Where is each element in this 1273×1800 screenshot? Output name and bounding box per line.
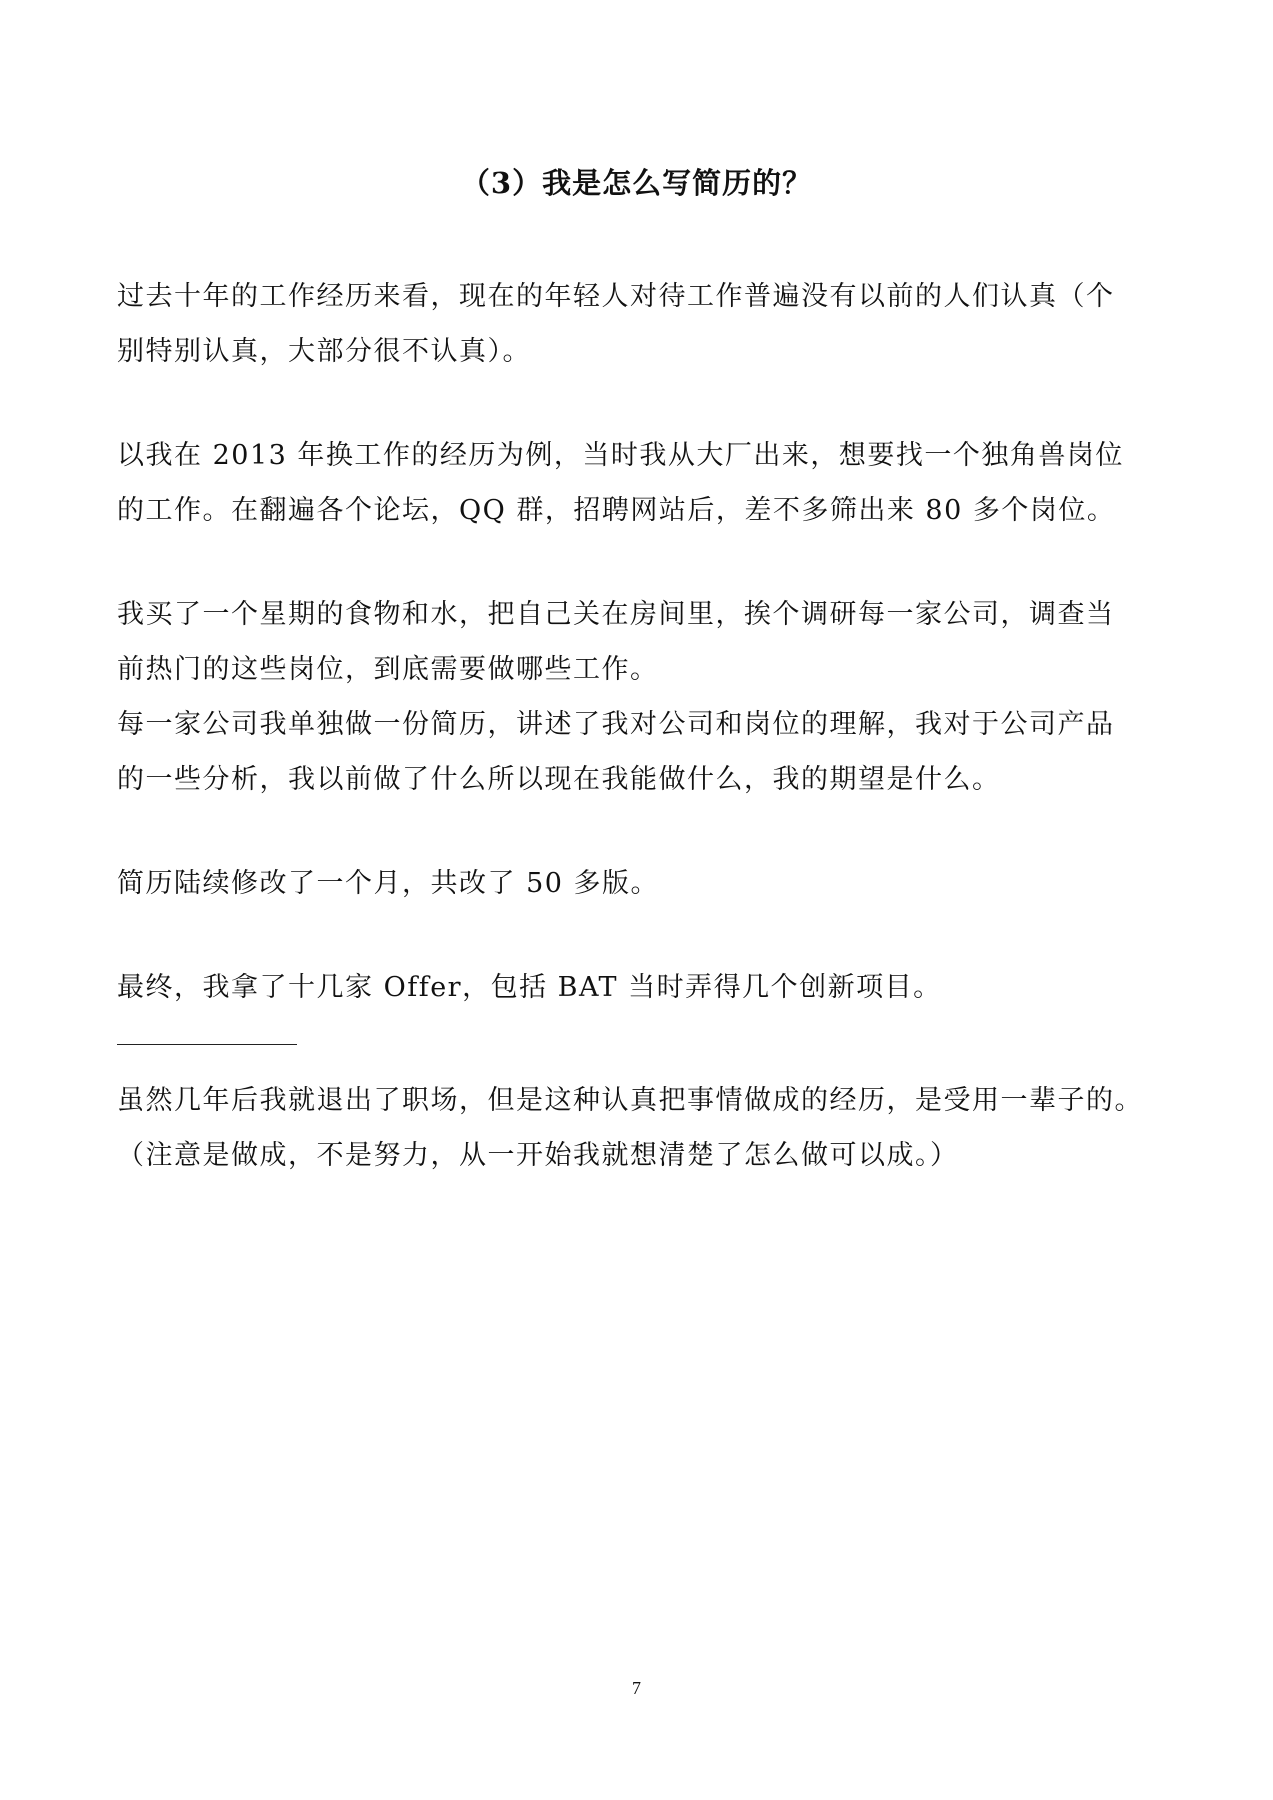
paragraph-line: 我买了一个星期的食物和水，把自己关在房间里，挨个调研每一家公司，调查当 [117, 599, 1115, 630]
section-heading: （3）我是怎么写简历的？ [460, 166, 813, 200]
paragraph-6 [117, 1073, 1167, 1183]
paragraph-4 [117, 856, 1167, 911]
paragraph-2 [117, 428, 1167, 538]
paragraph-line: 前热门的这些岗位，到底需要做哪些工作。 [117, 654, 659, 685]
paragraph-line: 别特别认真，大部分很不认真）。 [117, 336, 531, 367]
paragraph-3 [117, 587, 1167, 807]
paragraph-line: 简历陆续修改了一个月，共改了 50 多版。 [117, 868, 660, 899]
paragraph-line: 以我在 2013 年换工作的经历为例，当时我从大厂出来，想要找一个独角兽岗位 [117, 440, 1124, 471]
separator-line [117, 1044, 297, 1045]
paragraph-line: 的工作。在翻遍各个论坛，QQ 群，招聘网站后，差不多筛出来 80 多个岗位。 [117, 495, 1116, 526]
paragraph-line: 最终，我拿了十几家 Offer，包括 BAT 当时弄得几个创新项目。 [117, 972, 942, 1003]
paragraph-line: （注意是做成，不是努力，从一开始我就想清楚了怎么做可以成。） [117, 1140, 959, 1171]
paragraph-5 [117, 960, 1167, 1015]
paragraph-line: 每一家公司我单独做一份简历，讲述了我对公司和岗位的理解，我对于公司产品 [117, 709, 1115, 740]
paragraph-1 [117, 269, 1167, 379]
paragraph-line: 虽然几年后我就退出了职场，但是这种认真把事情做成的经历，是受用一辈子的。 [117, 1085, 1143, 1116]
page-number: 7 [632, 1678, 641, 1698]
paragraph-line: 的一些分析，我以前做了什么所以现在我能做什么，我的期望是什么。 [117, 764, 1001, 795]
paragraph-line: 过去十年的工作经历来看，现在的年轻人对待工作普遍没有以前的人们认真（个 [117, 281, 1115, 312]
